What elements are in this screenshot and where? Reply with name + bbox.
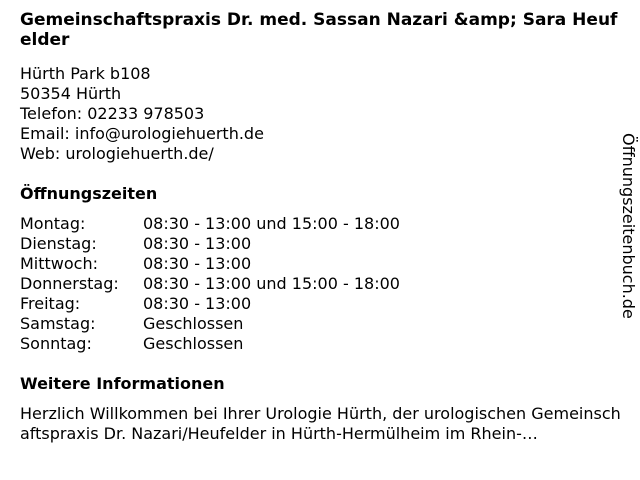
city-address: 50354 Hürth xyxy=(20,84,122,103)
more-info-text: Herzlich Willkommen bei Ihrer Urologie Hürth, der urologischen Gemeinschaftspraxis Dr. Nazari/Heufelder in Hürth-Hermülheim im Rhein-… xyxy=(20,404,621,443)
time-value: Geschlossen xyxy=(143,334,244,353)
practice-name: Gemeinschaftspraxis Dr. med. Sassan Nazari &amp; Sara Heufelder xyxy=(20,10,618,50)
hours-row-friday xyxy=(20,294,400,314)
hours-row-wednesday xyxy=(20,254,400,274)
hours-row-sunday xyxy=(20,334,400,354)
time-value: Geschlossen xyxy=(143,314,244,333)
day-label: Mittwoch: xyxy=(20,254,98,273)
time-value: 08:30 - 13:00 xyxy=(143,294,252,313)
phone-number: Telefon: 02233 978503 xyxy=(20,104,205,123)
time-value: 08:30 - 13:00 und 15:00 - 18:00 xyxy=(143,274,400,293)
contact-block xyxy=(20,64,264,164)
day-label: Donnerstag: xyxy=(20,274,119,293)
day-label: Dienstag: xyxy=(20,234,97,253)
website: Web: urologiehuerth.de/ xyxy=(20,144,214,163)
time-value: 08:30 - 13:00 und 15:00 - 18:00 xyxy=(143,214,400,233)
hours-row-monday xyxy=(20,214,400,234)
street-address: Hürth Park b108 xyxy=(20,64,151,83)
brand-watermark: Öffnungszeitenbuch.de xyxy=(619,133,638,319)
hours-row-thursday xyxy=(20,274,400,294)
time-value: 08:30 - 13:00 xyxy=(143,254,252,273)
day-label: Freitag: xyxy=(20,294,81,313)
day-label: Samstag: xyxy=(20,314,96,333)
hours-row-saturday xyxy=(20,314,400,334)
opening-hours-table xyxy=(20,214,400,354)
hours-row-tuesday xyxy=(20,234,400,254)
opening-hours-heading: Öffnungszeiten xyxy=(20,184,158,203)
day-label: Sonntag: xyxy=(20,334,92,353)
time-value: 08:30 - 13:00 xyxy=(143,234,252,253)
email-address: Email: info@urologiehuerth.de xyxy=(20,124,264,143)
day-label: Montag: xyxy=(20,214,86,233)
more-info-heading: Weitere Informationen xyxy=(20,374,225,393)
